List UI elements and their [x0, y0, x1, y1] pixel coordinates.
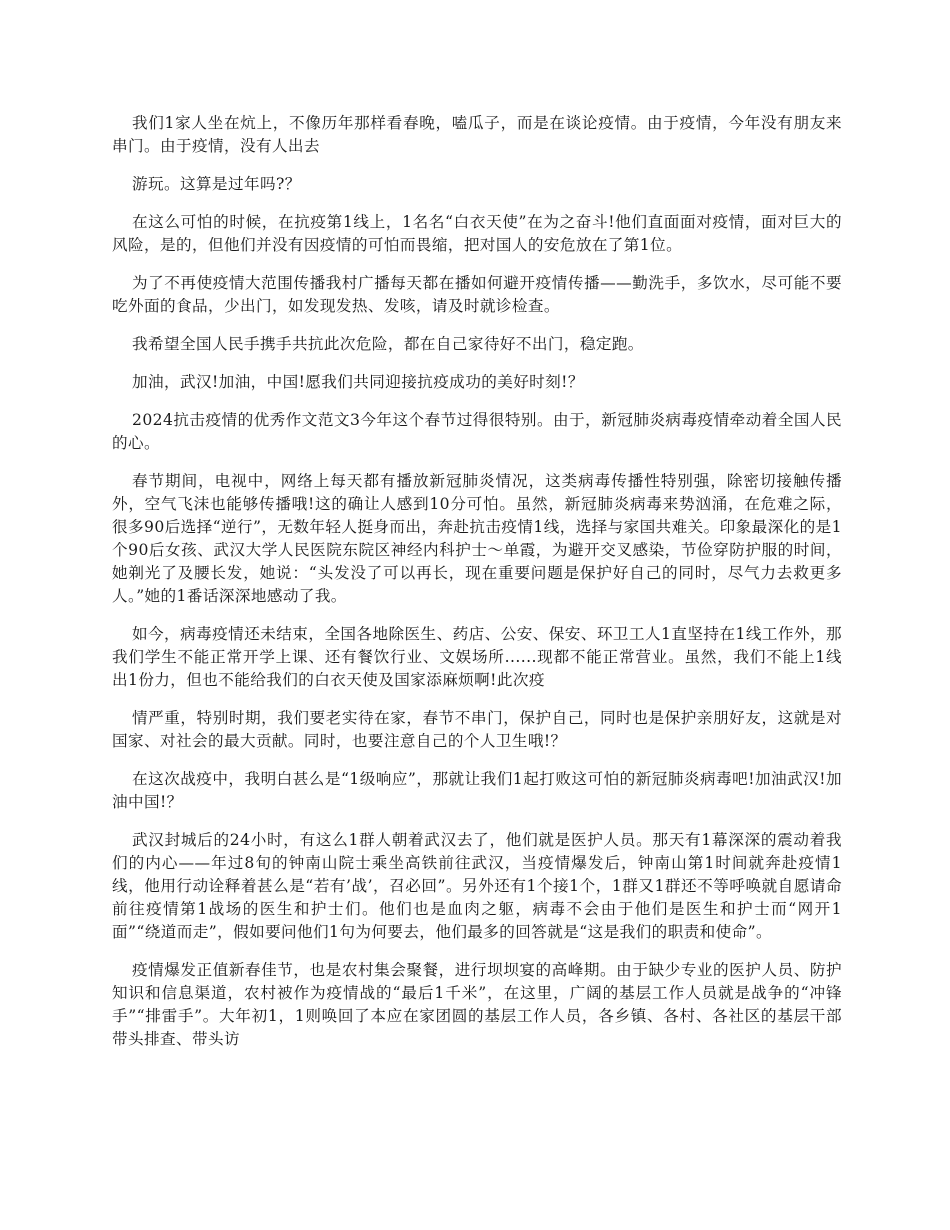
document-page — [112, 112, 842, 1066]
paragraph: 2024抗击疫情的优秀作文范文3今年这个春节过得很特别。由于，新冠肺炎病毒疫情牵动着全国人民的心。 — [112, 411, 842, 452]
paragraph: 为了不再使疫情大范围传播我村广播每天都在播如何避开疫情传播——勤洗手，多饮水，尽可能不要吃外面的食品，少出门，如发现发热、发咳，请及时就诊检查。 — [112, 274, 842, 315]
paragraph: 游玩。这算是过年吗?？ — [132, 175, 301, 193]
paragraph: 在这次战疫中，我明白甚么是“1级响应”，那就让我们1起打败这可怕的新冠肺炎病毒吧!加油武汉!加油中国!？ — [112, 770, 842, 811]
paragraph: 加油，武汉!加油，中国!愿我们共同迎接抗疫成功的美好时刻!？ — [132, 373, 584, 391]
paragraph: 疫情爆发正值新春佳节，也是农村集会聚餐，进行坝坝宴的高峰期。由于缺少专业的医护人员、防护知识和信息渠道，农村被作为疫情战的“最后1千米”，在这里，广阔的基层工作人员就是战争的“冲锋手”“排雷手”。大年初1，1则唤回了本应在家团圆的基层工作人员，各乡镇、各村、各社区的基层干部带头排查、带头访 — [112, 961, 842, 1048]
paragraph: 武汉封城后的24小时，有这么1群人朝着武汉去了，他们就是医护人员。那天有1幕深深的震动着我们的内心——年过8旬的钟南山院士乘坐高铁前往武汉，当疫情爆发后，钟南山第1时间就奔赴疫情1线，他用行动诠释着甚么是“若有’战’，召必回”。另外还有1个接1个，1群又1群还不等呼唤就自愿请命前往疫情第1战场的医生和护士们。他们也是血肉之躯，病毒不会由于他们是医生和护士而“网开1面”“绕道而走”，假如要问他们1句为何要去，他们最多的回答就是“这是我们的职责和使命”。 — [112, 831, 842, 941]
paragraph: 春节期间，电视中，网络上每天都有播放新冠肺炎情况，这类病毒传播性特别强，除密切接触传播外，空气飞沫也能够传播哦!这的确让人感到10分可怕。虽然，新冠肺炎病毒来势汹涌，在危难之际，很多90后选择“逆行”，无数年轻人挺身而出，奔赴抗击疫情1线，选择与家国共难关。印象最深化的是1个90后女孩、武汉大学人民医院东院区神经内科护士～单霞，为避开交叉感染，节俭穿防护服的时间，她剃光了及腰长发，她说：“头发没了可以再长，现在重要问题是保护好自己的同时，尽气力去救更多人。”她的1番话深深地感动了我。 — [112, 472, 842, 605]
paragraph: 如今，病毒疫情还未结束，全国各地除医生、药店、公安、保安、环卫工人1直坚持在1线工作外，那我们学生不能正常开学上课、还有餐饮行业、文娱场所......现都不能正常营业。虽然，我们不能上1线出1份力，但也不能给我们的白衣天使及国家添麻烦啊!此次疫 — [112, 625, 842, 689]
paragraph: 我们1家人坐在炕上，不像历年那样看春晚，嗑瓜子，而是在谈论疫情。由于疫情，今年没有朋友来串门。由于疫情，没有人出去 — [112, 114, 842, 155]
paragraph: 情严重，特别时期，我们要老实待在家，春节不串门，保护自己，同时也是保护亲朋好友，这就是对国家、对社会的最大贡献。同时，也要注意自己的个人卫生哦!？ — [112, 709, 842, 750]
paragraph: 我希望全国人民手携手共抗此次危险，都在自己家待好不出门，稳定跑。 — [132, 335, 644, 353]
paragraph: 在这么可怕的时候，在抗疫第1线上，1名名“白衣天使”在为之奋斗!他们直面面对疫情，面对巨大的风险，是的，但他们并没有因疫情的可怕而畏缩，把对国人的安危放在了第1位。 — [112, 213, 842, 254]
